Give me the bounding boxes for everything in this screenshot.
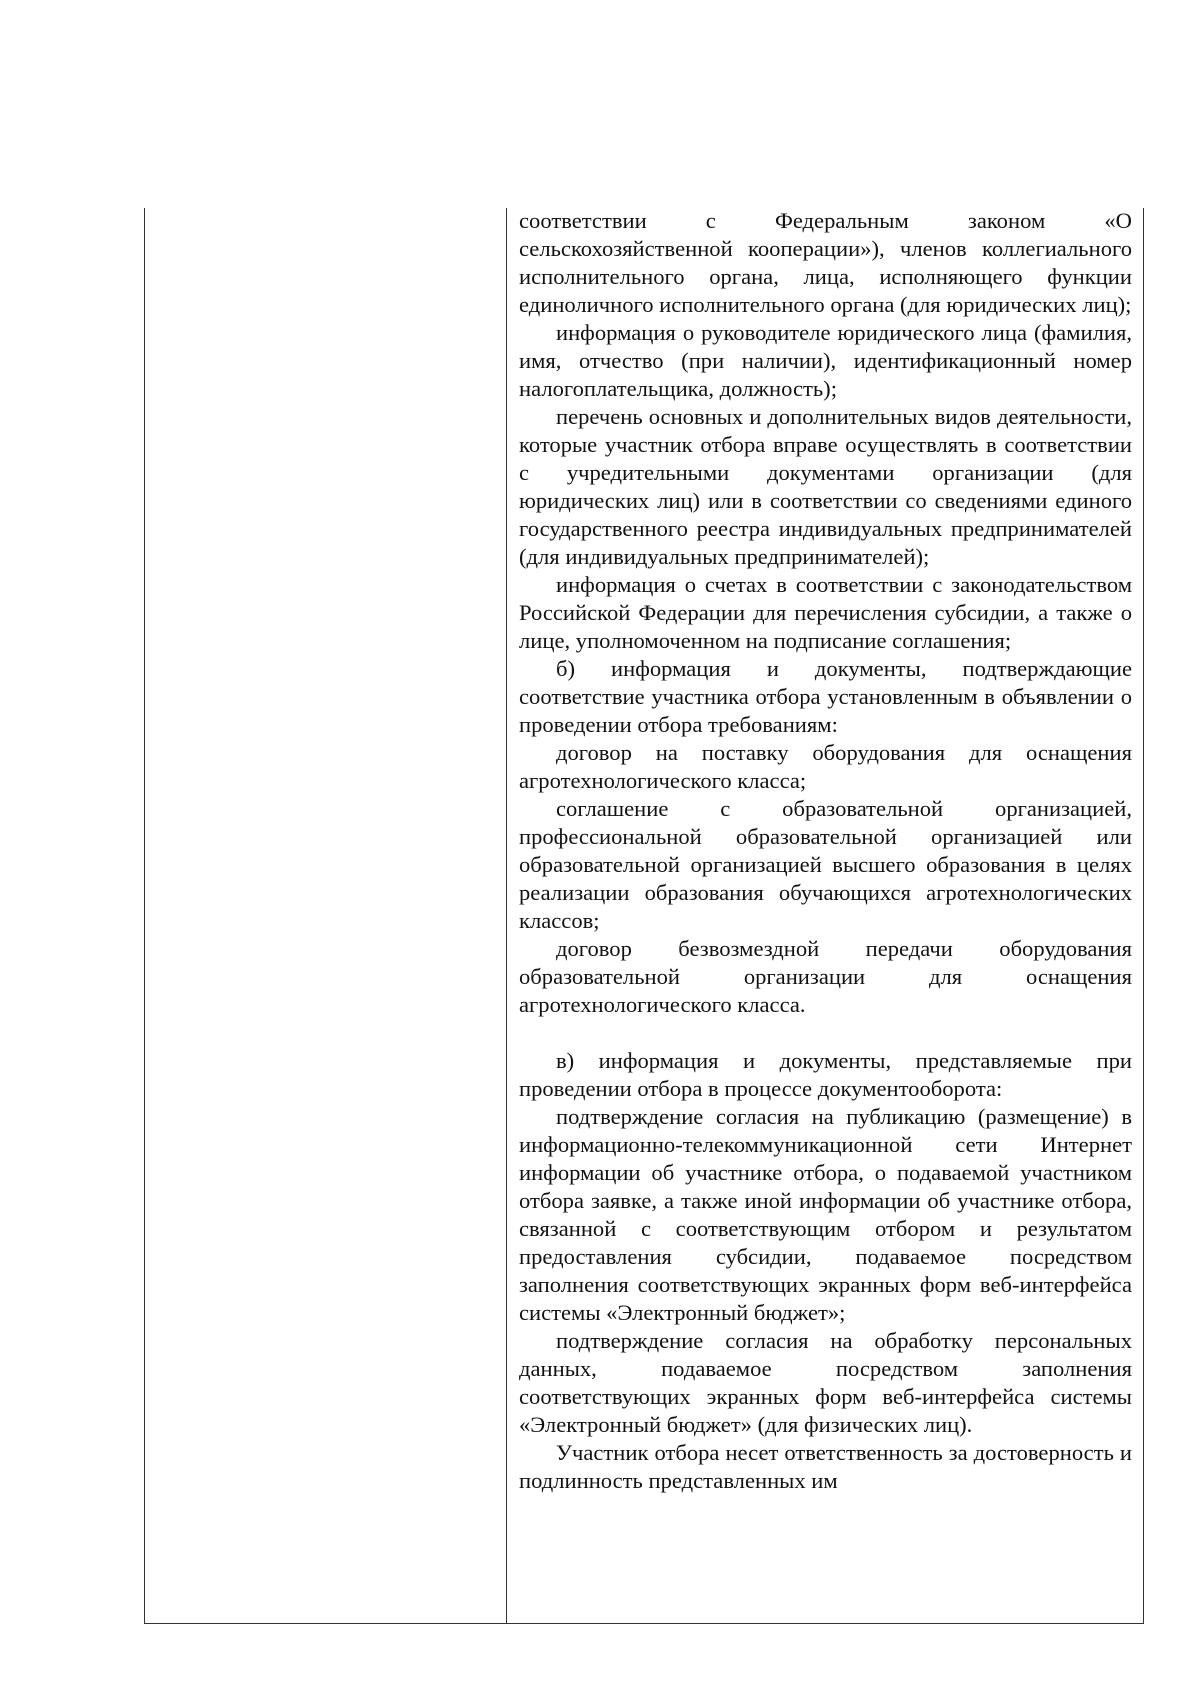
paragraph-agreement: соглашение с образовательной организацией, профессиональной образовательной организацией или образовательной организацией высшего образования в целях реализации образования обучающихся агротехнологических классов; xyxy=(519,796,1132,933)
paragraph-personal-data-consent: подтверждение согласия на обработку персональных данных, подаваемое посредством заполнения соответствующих экранных форм веб-интерфейса системы «Электронный бюджет» (для физических лиц). xyxy=(519,1328,1132,1437)
paragraph-gap xyxy=(519,1019,1132,1047)
document-table xyxy=(144,208,1144,1624)
paragraph-item-b: б) информация и документы, подтверждающие соответствие участника отбора установленным в объявлении о проведении отбора требованиям: xyxy=(519,656,1132,737)
column-divider xyxy=(506,208,507,1623)
paragraph-transfer-contract: договор безвозмездной передачи оборудования образовательной организации для оснащения агротехнологического класса. xyxy=(519,936,1132,1017)
paragraph-publication-consent: подтверждение согласия на публикацию (размещение) в информационно-телекоммуникационной сети Интернет информации об участнике отбора, о подаваемой участником отбора заявке, а также иной информации об участнике отбора, связанной с соответствующим отбором и результатом предоставления субсидии, подаваемое посредством заполнения соответствующих экранных форм веб-интерфейса системы «Электронный бюджет»; xyxy=(519,1104,1132,1325)
paragraph-continuation: соответствии с Федеральным законом «О сельскохозяйственной кооперации»), членов коллегиального исполнительного органа, лица, исполняющего функции единоличного исполнительного органа (для юридических лиц); xyxy=(519,208,1132,317)
paragraph-item-v: в) информация и документы, представляемые при проведении отбора в процессе документооборота: xyxy=(519,1048,1132,1101)
table-right-cell xyxy=(519,207,1132,1623)
paragraph-supply-contract: договор на поставку оборудования для оснащения агротехнологического класса; xyxy=(519,740,1132,793)
table-left-cell xyxy=(145,208,506,1623)
paragraph-activity-list: перечень основных и дополнительных видов деятельности, которые участник отбора вправе осуществлять в соответствии с учредительными документами организации (для юридических лиц) или в соответствии со сведениями единого государственного реестра индивидуальных предпринимателей (для индивидуальных предпринимателей); xyxy=(519,404,1132,569)
paragraph-manager-info: информация о руководителе юридического лица (фамилия, имя, отчество (при наличии), идентификационный номер налогоплательщика, должность); xyxy=(519,320,1132,401)
paragraph-accounts-info: информация о счетах в соответствии с законодательством Российской Федерации для перечисления субсидии, а также о лице, уполномоченном на подписание соглашения; xyxy=(519,572,1132,653)
paragraph-responsibility: Участник отбора несет ответственность за достоверность и подлинность представленных им xyxy=(519,1440,1132,1493)
